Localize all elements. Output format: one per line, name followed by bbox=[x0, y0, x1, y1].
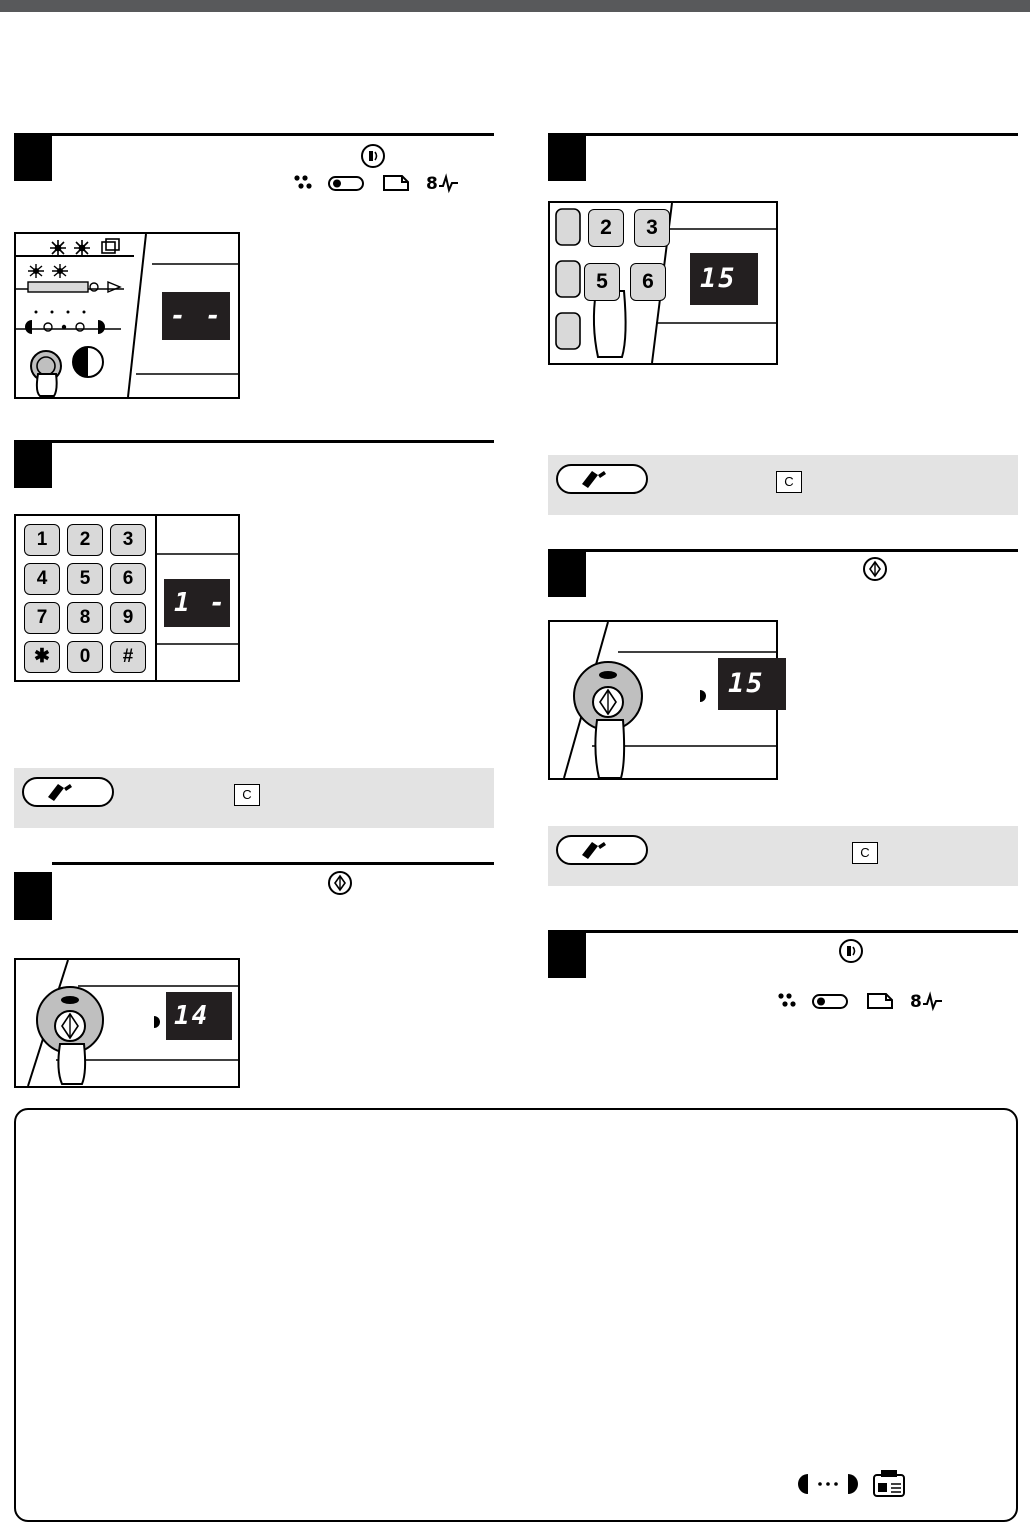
pencil-note-icon bbox=[22, 777, 114, 807]
keypad-key-3[interactable]: 3 bbox=[110, 524, 146, 556]
drum-icon bbox=[812, 991, 852, 1016]
keypad-key-0[interactable]: 0 bbox=[67, 641, 103, 673]
keypad-key-5[interactable]: 5 bbox=[67, 563, 103, 595]
paper-icon bbox=[866, 990, 896, 1017]
step-1-illustration bbox=[14, 232, 240, 399]
svg-text:8: 8 bbox=[426, 174, 438, 194]
maintenance-icon bbox=[910, 990, 944, 1017]
start-icon-step-3 bbox=[327, 870, 353, 896]
clear-key-inline[interactable]: C bbox=[234, 784, 260, 806]
step-2-rule bbox=[52, 440, 494, 443]
bottom-icon-row bbox=[798, 1470, 906, 1503]
step-1-display-value: - - bbox=[170, 301, 223, 331]
keypad-key-2[interactable]: 2 bbox=[67, 524, 103, 556]
keypad-key-5[interactable]: 5 bbox=[584, 263, 620, 301]
note-right-2 bbox=[548, 826, 1018, 886]
step-6-number bbox=[548, 930, 586, 978]
toner-icon bbox=[292, 173, 314, 198]
paper-icon bbox=[382, 172, 412, 199]
audio-icon-step-6 bbox=[838, 938, 864, 964]
status-icon-row-1 bbox=[292, 172, 460, 199]
keypad-key-6[interactable]: 6 bbox=[110, 563, 146, 595]
step-4-display bbox=[690, 253, 758, 305]
step-1-number bbox=[14, 133, 52, 181]
status-icon-row-2 bbox=[776, 990, 944, 1017]
step-5-number bbox=[548, 549, 586, 597]
keypad-key-1[interactable]: 1 bbox=[24, 524, 60, 556]
step-3-display-value: 14 bbox=[174, 1001, 210, 1031]
keypad-key-9[interactable]: 9 bbox=[110, 602, 146, 634]
step-4-illustration bbox=[548, 201, 778, 365]
page-header-bar bbox=[0, 0, 1030, 12]
step-2-display-value: 1 - bbox=[174, 588, 227, 618]
step-3-display bbox=[166, 992, 232, 1040]
maintenance-icon bbox=[426, 172, 460, 199]
note-right-1 bbox=[548, 455, 1018, 515]
step-5-rule bbox=[586, 549, 1018, 552]
step-4-display-value: 15 bbox=[700, 263, 737, 294]
svg-text:8: 8 bbox=[910, 992, 922, 1012]
keypad-key-2[interactable]: 2 bbox=[588, 209, 624, 247]
clear-key-inline[interactable]: C bbox=[776, 471, 802, 493]
step-5-display bbox=[718, 658, 786, 710]
step-3-illustration bbox=[14, 958, 240, 1088]
start-icon-step-5 bbox=[862, 556, 888, 582]
exposure-icon bbox=[798, 1471, 858, 1502]
step-2-illustration bbox=[14, 514, 240, 682]
step-5-illustration bbox=[548, 620, 778, 780]
toner-icon bbox=[776, 991, 798, 1016]
step-3-number bbox=[14, 872, 52, 920]
keypad-key-6[interactable]: 6 bbox=[630, 263, 666, 301]
printer-icon bbox=[872, 1470, 906, 1503]
step-2-display bbox=[164, 579, 230, 627]
step-5-display-value: 15 bbox=[728, 668, 765, 699]
step-6-rule bbox=[586, 930, 1018, 933]
note-left-1 bbox=[14, 768, 494, 828]
step-4-rule bbox=[586, 133, 1018, 136]
keypad-key-8[interactable]: 8 bbox=[67, 602, 103, 634]
audio-icon bbox=[360, 143, 386, 169]
keypad-key-3[interactable]: 3 bbox=[634, 209, 670, 247]
step-2-number bbox=[14, 440, 52, 488]
drum-icon bbox=[328, 173, 368, 198]
pencil-note-icon bbox=[556, 835, 648, 865]
bottom-info-box bbox=[14, 1108, 1018, 1522]
pencil-note-icon bbox=[556, 464, 648, 494]
keypad-key-hash[interactable]: # bbox=[110, 641, 146, 673]
step-4-number bbox=[548, 133, 586, 181]
keypad-key-asterisk[interactable]: ✱ bbox=[24, 641, 60, 673]
step-3-rule bbox=[52, 862, 494, 865]
keypad-key-4[interactable]: 4 bbox=[24, 563, 60, 595]
clear-key-inline[interactable]: C bbox=[852, 842, 878, 864]
step-1-rule bbox=[52, 133, 494, 136]
keypad-key-7[interactable]: 7 bbox=[24, 602, 60, 634]
step-1-display bbox=[162, 292, 230, 340]
